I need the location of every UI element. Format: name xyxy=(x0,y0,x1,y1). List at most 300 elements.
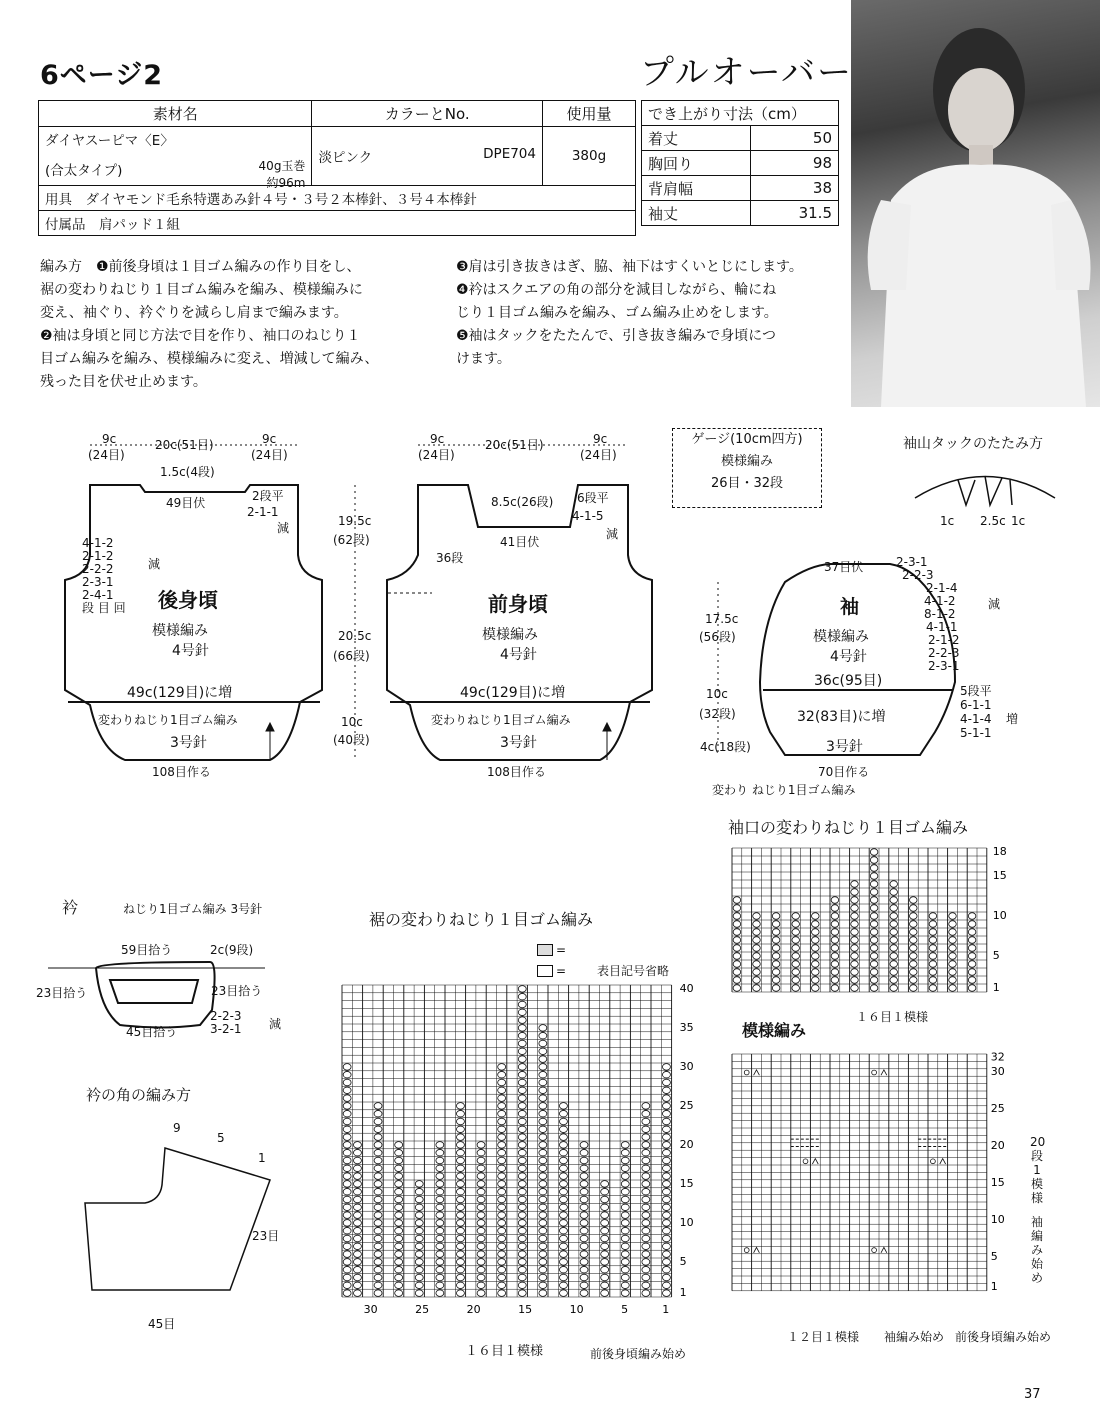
twist-stitch-mark xyxy=(343,1259,351,1266)
dec-step: 2-2-3 xyxy=(902,568,934,582)
twist-stitch-mark xyxy=(353,1149,361,1156)
twist-stitch-mark xyxy=(436,1173,444,1180)
twist-stitch-mark xyxy=(374,1165,382,1172)
twist-stitch-mark xyxy=(374,1290,382,1297)
twist-stitch-mark xyxy=(539,1149,547,1156)
col-amount: 使用量 xyxy=(543,101,636,127)
twist-stitch-mark xyxy=(456,1196,464,1203)
twist-stitch-mark xyxy=(456,1235,464,1242)
twist-stitch-mark xyxy=(929,937,937,944)
corner-n9: 9 xyxy=(173,1121,181,1135)
front-neck-depth: 8.5c(26段) xyxy=(491,495,554,509)
twist-stitch-mark xyxy=(580,1196,588,1203)
twist-stitch-mark xyxy=(580,1157,588,1164)
twist-stitch-mark xyxy=(436,1165,444,1172)
twist-stitch-mark xyxy=(642,1204,650,1211)
twist-stitch-mark xyxy=(642,1173,650,1180)
inc-step: 5段平 xyxy=(960,684,992,698)
twist-stitch-mark xyxy=(559,1188,567,1195)
twist-stitch-mark xyxy=(374,1212,382,1219)
twist-stitch-mark xyxy=(395,1266,403,1273)
twist-stitch-mark xyxy=(870,985,878,992)
twist-stitch-mark xyxy=(621,1149,629,1156)
twist-stitch-mark xyxy=(477,1142,485,1149)
twist-stitch-mark xyxy=(580,1173,588,1180)
twist-stitch-mark xyxy=(851,921,859,928)
size-label: 背肩幅 xyxy=(642,176,751,201)
twist-stitch-mark xyxy=(753,961,761,968)
row-label: 1 xyxy=(679,1286,687,1299)
twist-stitch-mark xyxy=(733,921,741,928)
twist-stitch-mark xyxy=(539,1188,547,1195)
twist-stitch-mark xyxy=(518,1079,526,1086)
twist-stitch-mark xyxy=(477,1204,485,1211)
twist-stitch-mark xyxy=(580,1212,588,1219)
twist-stitch-mark xyxy=(518,1009,526,1016)
twist-stitch-mark xyxy=(539,1048,547,1055)
twist-stitch-mark xyxy=(415,1188,423,1195)
twist-stitch-mark xyxy=(642,1235,650,1242)
twist-stitch-mark xyxy=(456,1266,464,1273)
twist-stitch-mark xyxy=(539,1181,547,1188)
twist-stitch-mark xyxy=(662,1118,670,1125)
twist-stitch-mark xyxy=(395,1259,403,1266)
twist-stitch-mark xyxy=(343,1196,351,1203)
color-number: DPE704 xyxy=(483,146,536,162)
twist-stitch-mark xyxy=(518,1165,526,1172)
twist-stitch-mark xyxy=(870,865,878,872)
twist-stitch-mark xyxy=(395,1290,403,1297)
row-label: 18 xyxy=(992,845,1007,858)
twist-stitch-mark xyxy=(395,1188,403,1195)
instruction-line: ❹衿はスクエアの角の部分を減目しながら、輪にね xyxy=(456,282,777,298)
twist-stitch-mark xyxy=(662,1282,670,1289)
yarn-amount: 380g xyxy=(543,127,636,186)
gauge-value: 26目・32段 xyxy=(710,476,784,491)
hem-chart-title: 裾の変わりねじり１目ゴム編み xyxy=(369,910,594,929)
twist-stitch-mark xyxy=(812,985,820,992)
twist-stitch-mark xyxy=(498,1134,506,1141)
twist-stitch-mark xyxy=(436,1212,444,1219)
twist-stitch-mark xyxy=(518,1025,526,1032)
front-top-side-st: (24目) xyxy=(418,448,455,462)
twist-stitch-mark xyxy=(477,1290,485,1297)
twist-stitch-mark xyxy=(949,969,957,976)
tuck-w2: 2.5c xyxy=(980,514,1006,528)
twist-stitch-mark xyxy=(851,985,859,992)
twist-stitch-mark xyxy=(968,913,976,920)
twist-stitch-mark xyxy=(580,1204,588,1211)
twist-stitch-mark xyxy=(456,1212,464,1219)
twist-stitch-mark xyxy=(343,1220,351,1227)
twist-stitch-mark xyxy=(792,921,800,928)
decrease-mark xyxy=(754,1070,760,1075)
twist-stitch-mark xyxy=(518,1134,526,1141)
twist-stitch-mark xyxy=(559,1227,567,1234)
twist-stitch-mark xyxy=(792,929,800,936)
twist-stitch-mark xyxy=(621,1220,629,1227)
twist-stitch-mark xyxy=(890,945,898,952)
twist-stitch-mark xyxy=(910,929,918,936)
twist-stitch-mark xyxy=(415,1212,423,1219)
twist-stitch-mark xyxy=(792,961,800,968)
twist-stitch-mark xyxy=(870,913,878,920)
twist-stitch-mark xyxy=(477,1220,485,1227)
twist-stitch-mark xyxy=(870,961,878,968)
front-top-mid: 20c(51目) xyxy=(485,438,544,452)
twist-stitch-mark xyxy=(395,1181,403,1188)
row-label: 10 xyxy=(992,909,1007,922)
twist-stitch-mark xyxy=(374,1220,382,1227)
twist-stitch-mark xyxy=(792,977,800,984)
twist-stitch-mark xyxy=(812,961,820,968)
dec-step: 2-2-2 xyxy=(82,562,114,576)
twist-stitch-mark xyxy=(733,977,741,984)
twist-stitch-mark xyxy=(559,1157,567,1164)
twist-stitch-mark xyxy=(353,1274,361,1281)
twist-stitch-mark xyxy=(580,1181,588,1188)
twist-stitch-mark xyxy=(353,1259,361,1266)
twist-stitch-mark xyxy=(662,1212,670,1219)
twist-stitch-mark xyxy=(949,953,957,960)
twist-stitch-mark xyxy=(456,1227,464,1234)
twist-stitch-mark xyxy=(518,1266,526,1273)
twist-stitch-mark xyxy=(456,1126,464,1133)
back-top-side-st: (24目) xyxy=(251,448,288,462)
twist-stitch-mark xyxy=(456,1103,464,1110)
decrease-mark xyxy=(881,1070,887,1075)
twist-stitch-mark xyxy=(559,1235,567,1242)
twist-stitch-mark xyxy=(456,1259,464,1266)
twist-stitch-mark xyxy=(890,937,898,944)
twist-stitch-mark xyxy=(539,1134,547,1141)
twist-stitch-mark xyxy=(518,1204,526,1211)
twist-stitch-mark xyxy=(415,1266,423,1273)
twist-stitch-mark xyxy=(518,1087,526,1094)
twist-stitch-mark xyxy=(539,1157,547,1164)
twist-stitch-mark xyxy=(792,937,800,944)
twist-stitch-mark xyxy=(733,897,741,904)
twist-stitch-mark xyxy=(343,1173,351,1180)
twist-stitch-mark xyxy=(436,1149,444,1156)
twist-stitch-mark xyxy=(792,985,800,992)
twist-stitch-mark xyxy=(343,1274,351,1281)
page-number: 37 xyxy=(1024,1387,1041,1402)
twist-stitch-mark xyxy=(498,1196,506,1203)
dec-step: 4-1-1 xyxy=(926,620,958,634)
instruction-line: ❷袖は身頃と同じ方法で目を作り、袖口のねじり１ xyxy=(40,328,361,344)
twist-stitch-mark xyxy=(851,953,859,960)
twist-stitch-mark xyxy=(477,1274,485,1281)
front-shoulder: 6段平 xyxy=(577,491,609,505)
twist-stitch-mark xyxy=(518,1056,526,1063)
twist-stitch-mark xyxy=(343,1149,351,1156)
instruction-line: じり１目ゴム編みを編み、ゴム編み止めをします。 xyxy=(456,305,778,321)
armhole-rows: (62段) xyxy=(333,533,370,547)
twist-stitch-mark xyxy=(498,1220,506,1227)
twist-stitch-mark xyxy=(929,945,937,952)
twist-stitch-mark xyxy=(559,1266,567,1273)
twist-stitch-mark xyxy=(642,1251,650,1258)
col-label: 30 xyxy=(363,1303,378,1316)
twist-stitch-mark xyxy=(812,945,820,952)
twist-stitch-mark xyxy=(498,1142,506,1149)
twist-stitch-mark xyxy=(343,1157,351,1164)
twist-stitch-mark xyxy=(890,897,898,904)
twist-stitch-mark xyxy=(812,977,820,984)
twist-stitch-mark xyxy=(601,1243,609,1250)
hem-chart-grid xyxy=(340,981,694,1316)
twist-stitch-mark xyxy=(910,937,918,944)
twist-stitch-mark xyxy=(343,1064,351,1071)
twist-stitch-mark xyxy=(456,1142,464,1149)
twist-stitch-mark xyxy=(477,1149,485,1156)
twist-stitch-mark xyxy=(812,913,820,920)
twist-stitch-mark xyxy=(477,1196,485,1203)
twist-stitch-mark xyxy=(518,1142,526,1149)
dec-step: 2-1-2 xyxy=(928,633,960,647)
twist-stitch-mark xyxy=(415,1290,423,1297)
sleeve-start-note: 袖編み始め xyxy=(1030,1215,1043,1285)
size-label: 胸回り xyxy=(642,151,751,176)
twist-stitch-mark xyxy=(772,929,780,936)
inc-step: 5-1-1 xyxy=(960,726,992,740)
collar-bottom: 45目拾う xyxy=(126,1025,178,1039)
twist-stitch-mark xyxy=(353,1157,361,1164)
twist-stitch-mark xyxy=(792,953,800,960)
twist-stitch-mark xyxy=(601,1290,609,1297)
twist-stitch-mark xyxy=(772,985,780,992)
twist-stitch-mark xyxy=(559,1196,567,1203)
yarn-over-mark xyxy=(872,1248,877,1253)
twist-stitch-mark xyxy=(353,1220,361,1227)
twist-stitch-mark xyxy=(343,1188,351,1195)
hem-start: 前後身頃編み始め xyxy=(590,1347,687,1361)
dec-step: 2-3-1 xyxy=(896,555,928,569)
twist-stitch-mark xyxy=(456,1134,464,1141)
twist-stitch-mark xyxy=(580,1227,588,1234)
cuff-chart-grid xyxy=(730,845,1007,996)
hem-repeat: １６目１模様 xyxy=(465,1344,544,1359)
collar-left: 23目拾う xyxy=(36,986,88,1000)
size-value: 50 xyxy=(751,126,839,151)
twist-stitch-mark xyxy=(559,1220,567,1227)
twist-stitch-mark xyxy=(498,1235,506,1242)
twist-stitch-mark xyxy=(733,913,741,920)
twist-stitch-mark xyxy=(870,937,878,944)
twist-stitch-mark xyxy=(374,1196,382,1203)
twist-stitch-mark xyxy=(436,1142,444,1149)
front-width: 49c(129目)に増 xyxy=(460,685,566,701)
twist-stitch-mark xyxy=(662,1087,670,1094)
twist-stitch-mark xyxy=(539,1204,547,1211)
twist-stitch-mark xyxy=(621,1204,629,1211)
twist-stitch-mark xyxy=(353,1235,361,1242)
twist-stitch-mark xyxy=(456,1181,464,1188)
twist-stitch-mark xyxy=(870,897,878,904)
twist-stitch-mark xyxy=(831,921,839,928)
twist-stitch-mark xyxy=(831,961,839,968)
twist-stitch-mark xyxy=(870,921,878,928)
twist-stitch-mark xyxy=(753,937,761,944)
twist-stitch-mark xyxy=(518,1118,526,1125)
twist-stitch-mark xyxy=(395,1142,403,1149)
sleeve-cast-on: 70目作る xyxy=(818,765,870,779)
twist-stitch-mark xyxy=(642,1181,650,1188)
twist-stitch-mark xyxy=(910,913,918,920)
twist-stitch-mark xyxy=(436,1243,444,1250)
twist-stitch-mark xyxy=(374,1157,382,1164)
twist-stitch-mark xyxy=(910,897,918,904)
twist-stitch-mark xyxy=(518,1290,526,1297)
twist-stitch-mark xyxy=(353,1173,361,1180)
dec-step: 2-2-3 xyxy=(210,1009,242,1023)
twist-stitch-mark xyxy=(580,1220,588,1227)
twist-stitch-mark xyxy=(870,881,878,888)
twist-stitch-mark xyxy=(662,1095,670,1102)
sleeve-width: 36c(95目) xyxy=(814,673,883,689)
twist-stitch-mark xyxy=(580,1165,588,1172)
pattern-sleeve-start: 袖編み始め xyxy=(884,1330,945,1344)
dec-step: 2-3-1 xyxy=(928,659,960,673)
twist-stitch-mark xyxy=(395,1220,403,1227)
twist-stitch-mark xyxy=(662,1064,670,1071)
twist-stitch-mark xyxy=(456,1173,464,1180)
twist-stitch-mark xyxy=(518,1048,526,1055)
twist-stitch-mark xyxy=(518,1235,526,1242)
twist-stitch-mark xyxy=(870,969,878,976)
twist-stitch-mark xyxy=(374,1243,382,1250)
twist-stitch-mark xyxy=(831,977,839,984)
sleeve-name: 袖 xyxy=(840,596,860,618)
twist-stitch-mark xyxy=(436,1274,444,1281)
collar-right: 23目拾う xyxy=(211,984,263,998)
cuff-chart-title: 袖口の変わりねじり１目ゴム編み xyxy=(728,818,969,837)
dec-step: 2-1-2 xyxy=(82,549,114,563)
back-cast-on: 108目作る xyxy=(152,765,211,779)
twist-stitch-mark xyxy=(559,1251,567,1258)
twist-stitch-mark xyxy=(910,969,918,976)
twist-stitch-mark xyxy=(621,1227,629,1234)
twist-stitch-mark xyxy=(753,921,761,928)
row-label: 5 xyxy=(679,1254,687,1268)
twist-stitch-mark xyxy=(539,1025,547,1032)
twist-stitch-mark xyxy=(662,1165,670,1172)
decrease-mark xyxy=(754,1247,760,1252)
twist-stitch-mark xyxy=(353,1196,361,1203)
twist-stitch-mark xyxy=(456,1110,464,1117)
twist-stitch-mark xyxy=(949,977,957,984)
twist-stitch-mark xyxy=(601,1181,609,1188)
sleeve-cuff-height: 4c(18段) xyxy=(700,740,751,754)
twist-stitch-mark xyxy=(539,1087,547,1094)
twist-stitch-mark xyxy=(559,1181,567,1188)
twist-stitch-mark xyxy=(374,1204,382,1211)
twist-stitch-mark xyxy=(395,1212,403,1219)
twist-stitch-mark xyxy=(968,937,976,944)
twist-stitch-mark xyxy=(851,961,859,968)
twist-stitch-mark xyxy=(890,953,898,960)
twist-stitch-mark xyxy=(498,1290,506,1297)
twist-stitch-mark xyxy=(415,1196,423,1203)
size-value: 31.5 xyxy=(751,201,839,226)
twist-stitch-mark xyxy=(662,1235,670,1242)
twist-stitch-mark xyxy=(621,1181,629,1188)
pattern-repeat-note: 20段1模様 xyxy=(1030,1135,1046,1205)
twist-stitch-mark xyxy=(601,1212,609,1219)
sleeve-needle: 4号針 xyxy=(830,649,867,665)
twist-stitch-mark xyxy=(621,1259,629,1266)
twist-stitch-mark xyxy=(870,849,878,856)
twist-stitch-mark xyxy=(539,1056,547,1063)
back-top-mid: 20c(51目) xyxy=(155,438,214,452)
twist-stitch-mark xyxy=(812,969,820,976)
twist-stitch-mark xyxy=(374,1181,382,1188)
twist-stitch-mark xyxy=(395,1243,403,1250)
twist-stitch-mark xyxy=(772,913,780,920)
twist-stitch-mark xyxy=(374,1110,382,1117)
twist-stitch-mark xyxy=(518,1282,526,1289)
twist-stitch-mark xyxy=(890,921,898,928)
twist-stitch-mark xyxy=(343,1251,351,1258)
twist-stitch-mark xyxy=(772,945,780,952)
twist-stitch-mark xyxy=(477,1157,485,1164)
twist-stitch-mark xyxy=(870,929,878,936)
twist-stitch-mark xyxy=(518,1040,526,1047)
twist-stitch-mark xyxy=(498,1149,506,1156)
yarn-over-mark xyxy=(872,1070,877,1075)
twist-stitch-mark xyxy=(353,1290,361,1297)
corner-title: 衿の角の編み方 xyxy=(86,1086,192,1104)
twist-stitch-mark xyxy=(436,1227,444,1234)
back-armhole-dec xyxy=(82,537,126,615)
corner-side: 23目 xyxy=(252,1229,280,1243)
page-title: プルオーバー xyxy=(640,53,853,93)
twist-stitch-mark xyxy=(559,1290,567,1297)
sleeve-body-height: 10c xyxy=(706,687,728,701)
twist-stitch-mark xyxy=(662,1173,670,1180)
twist-stitch-mark xyxy=(456,1282,464,1289)
front-rib-needle: 3号針 xyxy=(500,735,537,751)
twist-stitch-mark xyxy=(772,969,780,976)
tuck-title: 袖山タックのたたみ方 xyxy=(903,436,1043,452)
back-shoulder: 2段平 xyxy=(252,489,284,503)
twist-stitch-mark xyxy=(662,1110,670,1117)
twist-stitch-mark xyxy=(662,1079,670,1086)
twist-stitch-mark xyxy=(929,985,937,992)
twist-stitch-mark xyxy=(539,1064,547,1071)
twist-stitch-mark xyxy=(395,1282,403,1289)
tools: 用具 ダイヤモンド毛糸特選あみ針４号・３号２本棒針、３号４本棒針 xyxy=(39,186,636,211)
twist-stitch-mark xyxy=(353,1165,361,1172)
twist-stitch-mark xyxy=(929,977,937,984)
twist-stitch-mark xyxy=(890,905,898,912)
twist-stitch-mark xyxy=(772,937,780,944)
twist-stitch-mark xyxy=(456,1165,464,1172)
twist-stitch-mark xyxy=(539,1259,547,1266)
twist-stitch-mark xyxy=(662,1157,670,1164)
twist-stitch-mark xyxy=(456,1251,464,1258)
twist-stitch-mark xyxy=(890,929,898,936)
twist-stitch-mark xyxy=(353,1266,361,1273)
twist-stitch-mark xyxy=(949,945,957,952)
legend-swatch-1 xyxy=(537,944,553,956)
row-label: 25 xyxy=(679,1098,694,1112)
row-label: 15 xyxy=(992,869,1007,882)
front-top-side: 9c xyxy=(593,432,608,446)
twist-stitch-mark xyxy=(436,1181,444,1188)
twist-stitch-mark xyxy=(518,1149,526,1156)
